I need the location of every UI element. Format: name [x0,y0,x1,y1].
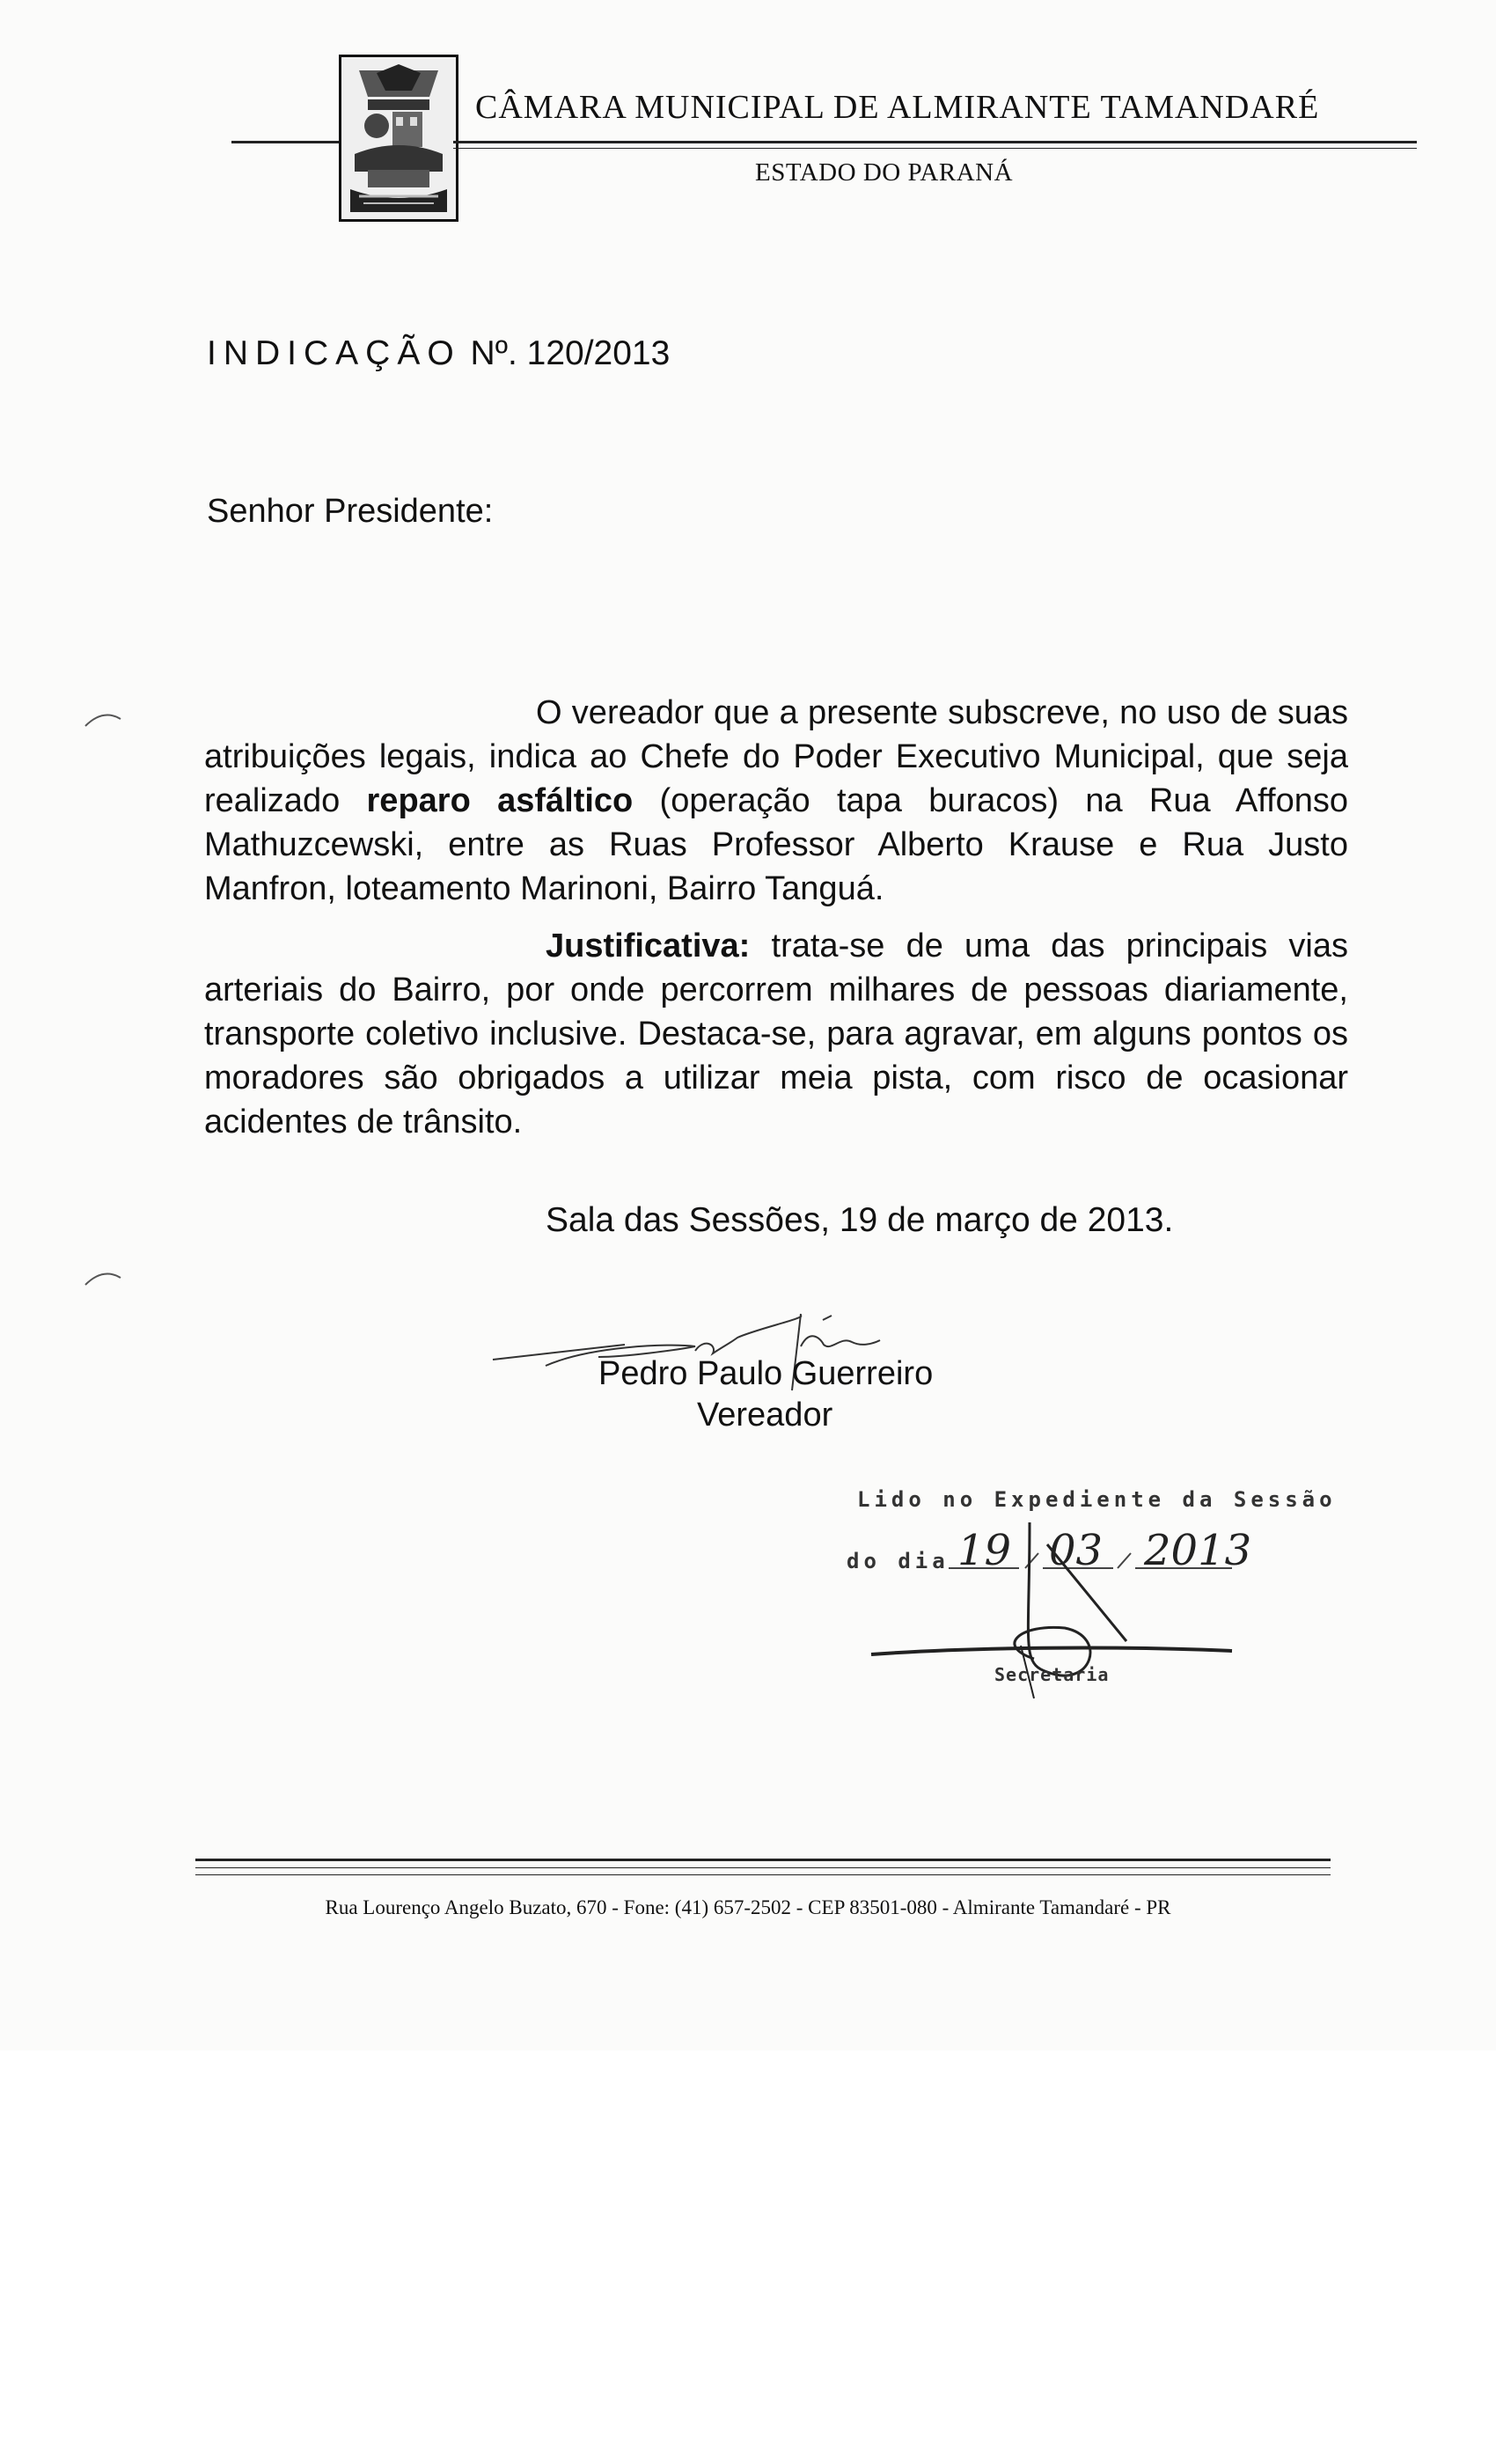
municipal-crest-icon [339,55,458,222]
footer-rule-thick [195,1859,1331,1861]
institution-name: CÂMARA MUNICIPAL DE ALMIRANTE TAMANDARÉ [475,89,1320,126]
stamp-date-line [847,1526,1251,1575]
header-rule-right [453,141,1417,143]
stamp-line1: Lido no Expediente da Sessão [857,1487,1337,1512]
state-name: ESTADO DO PARANÁ [755,158,1014,187]
stamp-line2-prefix: do dia [847,1549,950,1573]
stamp-day: 19 [957,1526,1012,1575]
salutation: Senhor Presidente: [207,493,494,530]
stamp-signature-line [871,1648,1232,1654]
stamp-year: 2013 [1144,1526,1252,1575]
paragraph-request [204,691,1348,911]
request-text-start: O vereador que a presente subscreve, no uso de suas atribuições legais, indica ao Chefe do Poder Executivo Municipal, que seja realizado [204,694,1348,819]
stamp-month: 03 [1049,1526,1104,1575]
footer-rule-thin-2 [195,1874,1331,1875]
indication-number: 120/2013 [526,334,671,372]
request-text-end: (operação tapa buracos) na Rua Affonso Mathuzcewski, entre as Ruas Professor Alberto Krause e Rua Justo Manfron, loteamento Marinoni, Bairro Tanguá. [204,782,1348,907]
footer-address: Rua Lourenço Angelo Buzato, 670 - Fone: (41) 657-2502 - CEP 83501-080 - Almirante Tamandaré - PR [325,1896,1171,1918]
signer-name: Pedro Paulo Guerreiro [598,1355,934,1392]
binder-mark-icon [81,1267,125,1290]
footer-rule-thin [195,1867,1331,1868]
justification-text: trata-se de uma das principais vias arteriais do Bairro, por onde percorrem milhares de pessoas diariamente, transporte coletivo inclusive. Destaca-se, para agravar, em alguns pontos os moradores são obrigados a utilizar meia pista, com risco de ocasionar acidentes de trânsito. [204,928,1348,1140]
stamp-header-text [857,1487,1337,1512]
signer-role: Vereador [697,1397,833,1434]
indication-heading [207,334,670,373]
place-date: Sala das Sessões, 19 de março de 2013. [546,1201,1174,1239]
header-rule-thin [453,148,1417,149]
indication-label: INDICAÇÃO [207,334,461,372]
indication-number-prefix: Nº. [470,334,517,372]
header-rule-left [231,141,339,143]
justification-label: Justificativa: [546,928,751,964]
stamp-footer: Secretaria [994,1664,1110,1685]
request-emphasis: reparo asfáltico [366,782,634,819]
binder-mark-icon [81,708,125,731]
session-reading-stamp [845,1470,1337,1698]
paragraph-justification [204,924,1348,1144]
